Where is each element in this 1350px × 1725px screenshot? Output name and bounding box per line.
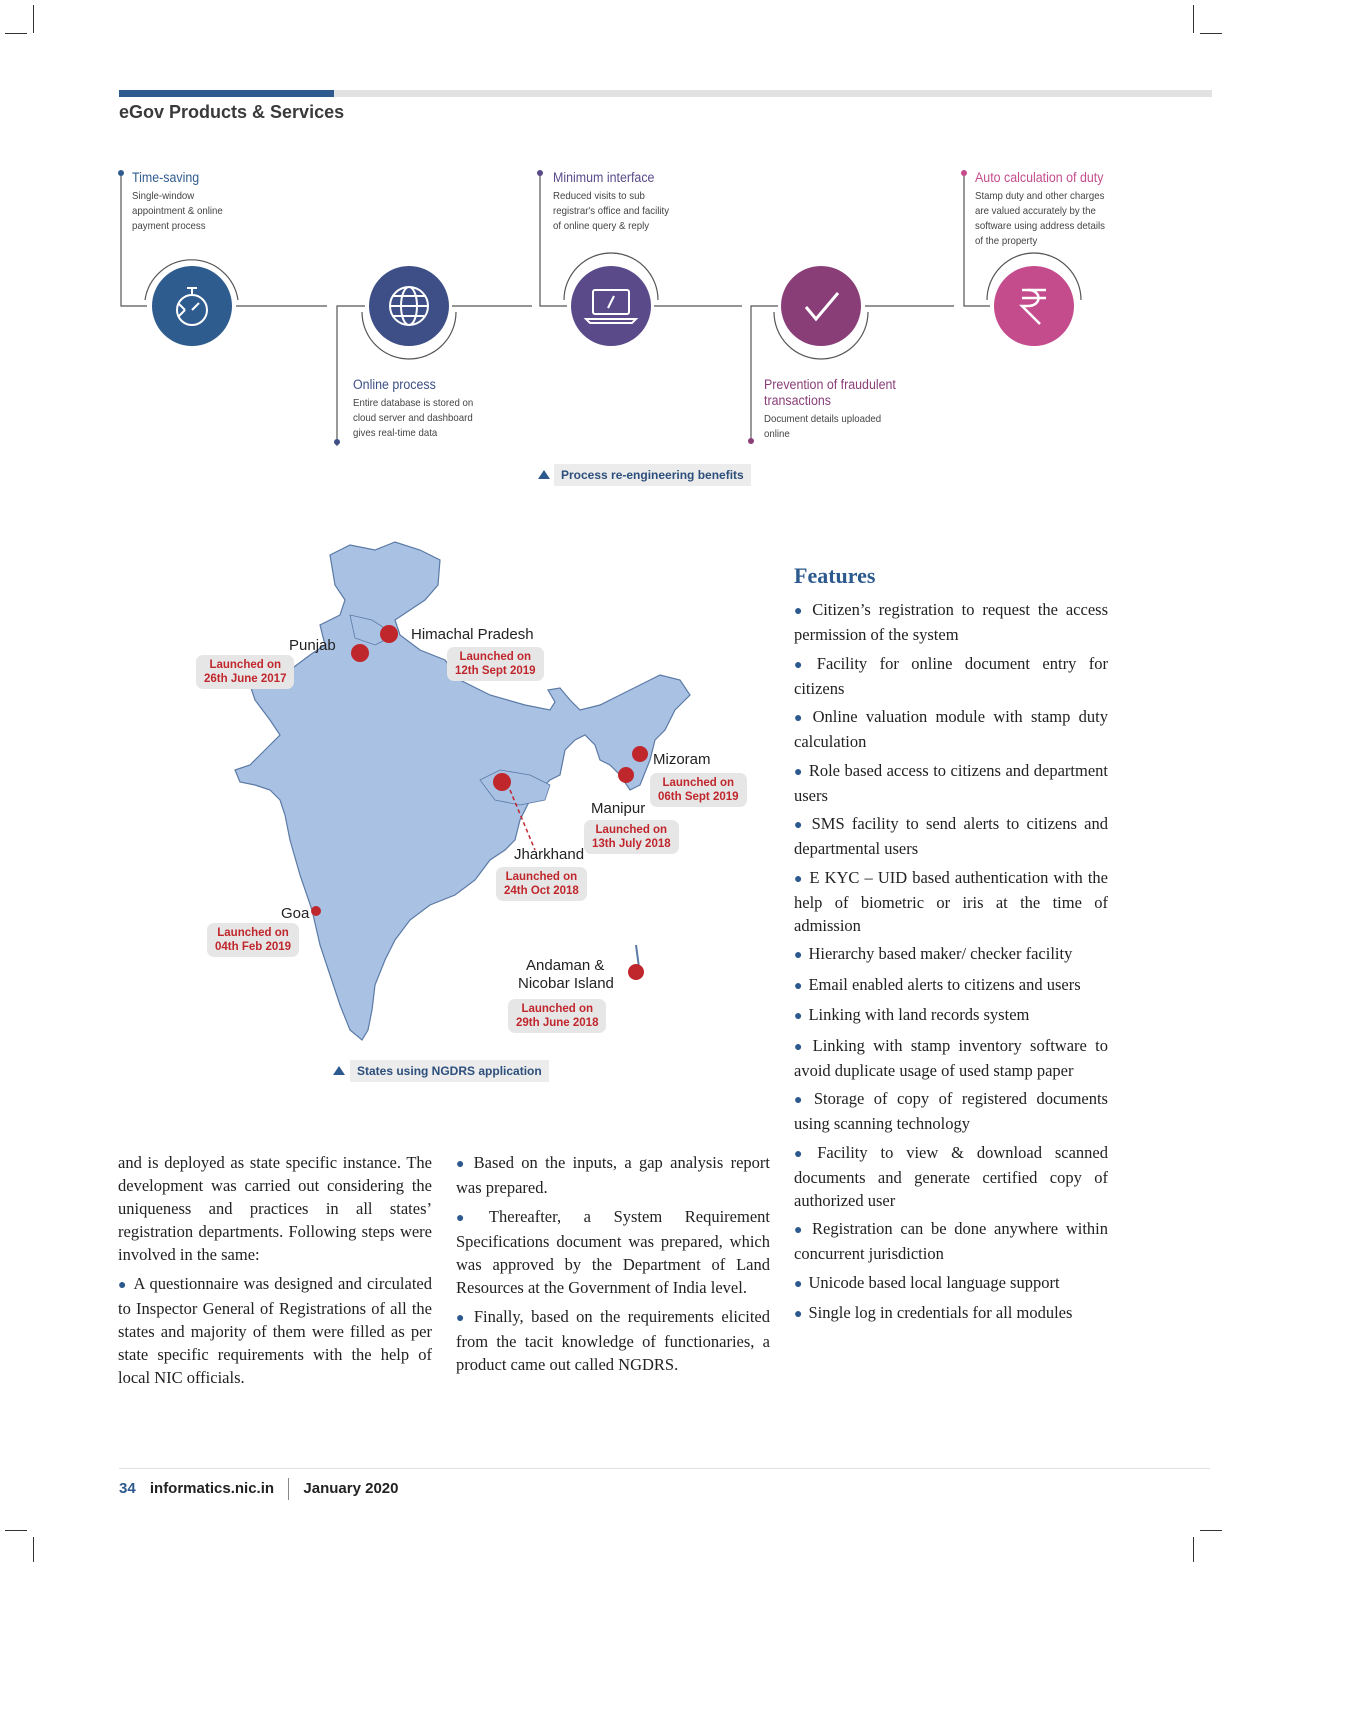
features-heading: Features <box>794 563 876 588</box>
benefit-description: Stamp duty and other charges are valued accurately by the software using address details of the property <box>975 190 1105 247</box>
feature-item: ● Facility to view & download scanned documents and generate certified copy of authorized user <box>794 1142 1108 1210</box>
state-label-goa: Goa <box>281 905 310 922</box>
benefit-title: Time-saving <box>132 170 200 185</box>
feature-item: ● E KYC – UID based authentication with the help of biometric or iris at the time of admission <box>794 867 1108 935</box>
state-label-himachal: Himachal Pradesh <box>411 626 534 643</box>
figure-caption-map: States using NGDRS application <box>350 1060 549 1082</box>
body-bullet: ● Finally, based on the requirements elicited from the tacit knowledge of functionaries, a product came out called NGDRS. <box>456 1307 770 1374</box>
laptop-icon <box>571 266 651 346</box>
feature-item: ● Storage of copy of registered documents using scanning technology <box>794 1089 1108 1133</box>
benefit-online-process <box>353 377 484 441</box>
crop-mark <box>1193 1537 1194 1562</box>
page-number: 34 <box>119 1479 136 1497</box>
benefit-prevention-fraud <box>764 377 907 442</box>
benefit-minimum-interface <box>553 170 679 234</box>
state-label-andaman-line2: Nicobar Island <box>518 975 614 992</box>
body-column-2 <box>456 1151 770 1382</box>
benefit-description: Document details uploaded online <box>764 413 882 440</box>
rupee-icon <box>994 266 1074 346</box>
benefit-description: Single-window appointment & online payment process <box>132 190 223 232</box>
benefit-description: Reduced visits to sub registrar's office and facility of online query & reply <box>553 190 670 232</box>
body-bullet: ● Based on the inputs, a gap analysis report was prepared. <box>456 1153 770 1197</box>
state-label-mizoram: Mizoram <box>653 751 711 768</box>
body-bullet: ● Thereafter, a System Requirement Specifications document was prepared, which was approved by the Department of Land Resources at the Government of India level. <box>456 1207 770 1297</box>
caption-triangle-icon <box>538 470 550 479</box>
figure-caption-benefits: Process re-engineering benefits <box>554 464 751 486</box>
feature-item: ● SMS facility to send alerts to citizens and departmental users <box>794 814 1108 858</box>
crop-mark <box>33 1537 34 1562</box>
globe-icon <box>369 266 449 346</box>
checkmark-icon <box>781 266 861 346</box>
benefit-title: Minimum interface <box>553 170 655 185</box>
footer-divider <box>288 1478 289 1500</box>
stopwatch-icon <box>152 266 232 346</box>
body-paragraph: and is deployed as state specific instance. The development was carried out considering the uniqueness and practices in all states’ registration departments. Following steps were involved in the same: <box>118 1153 432 1264</box>
section-title: eGov Products & Services <box>119 102 345 122</box>
feature-item: ● Registration can be done anywhere within concurrent jurisdiction <box>794 1219 1108 1263</box>
feature-item: ● Citizen’s registration to request the access permission of the system <box>794 600 1108 644</box>
launch-badge-andaman: Launched on 29th June 2018 <box>508 999 606 1033</box>
feature-item: ● Online valuation module with stamp duty calculation <box>794 707 1108 751</box>
benefits-connector-lines <box>0 0 1227 500</box>
benefit-time-saving <box>132 170 231 234</box>
feature-item: ● Single log in credentials for all modules <box>794 1303 1073 1322</box>
page-footer <box>119 1478 398 1500</box>
caption-triangle-icon <box>333 1066 345 1075</box>
launch-badge-manipur: Launched on 13th July 2018 <box>584 820 679 854</box>
benefit-title: Auto calculation of duty <box>975 170 1104 185</box>
state-label-punjab: Punjab <box>289 637 336 654</box>
body-column-1 <box>118 1151 432 1395</box>
footer-date: January 2020 <box>303 1479 399 1497</box>
footer-site: informatics.nic.in <box>149 1479 275 1497</box>
benefit-description: Entire database is stored on cloud server and dashboard gives real-time data <box>353 397 474 439</box>
feature-item: ● Linking with stamp inventory software to avoid duplicate usage of used stamp paper <box>794 1035 1108 1080</box>
feature-item: ● Email enabled alerts to citizens and users <box>794 974 1081 994</box>
launch-badge-punjab: Launched on 26th June 2017 <box>196 655 294 689</box>
crop-mark <box>1200 1530 1222 1531</box>
crop-mark <box>5 1530 27 1531</box>
launch-badge-mizoram: Launched on 06th Sept 2019 <box>650 773 747 807</box>
benefit-title: Prevention of fraudulent <box>764 377 896 392</box>
launch-badge-himachal: Launched on 12th Sept 2019 <box>447 647 544 681</box>
features-list <box>794 598 1108 1332</box>
benefit-title: Online process <box>353 377 436 392</box>
footer-rule <box>119 1468 1210 1469</box>
launch-badge-goa: Launched on 04th Feb 2019 <box>207 923 299 957</box>
feature-item: ● Linking with land records system <box>794 1005 1030 1024</box>
feature-item: ● Facility for online document entry for citizens <box>794 653 1108 698</box>
state-label-jharkhand: Jharkhand <box>514 846 585 863</box>
feature-item: ● Hierarchy based maker/ checker facility <box>794 944 1073 963</box>
state-label-andaman: Andaman & <box>526 957 605 974</box>
benefit-auto-calculation <box>975 170 1116 249</box>
state-label-manipur: Manipur <box>591 800 646 817</box>
benefit-title-line2: transactions <box>764 393 831 408</box>
launch-badge-jharkhand: Launched on 24th Oct 2018 <box>496 867 587 901</box>
body-bullet: ● A questionnaire was designed and circulated to Inspector General of Registrations of all the states and majority of them were filled as per state specific requirements with the help of local NIC officials. <box>118 1274 432 1387</box>
feature-item: ● Unicode based local language support <box>794 1272 1060 1292</box>
feature-item: ● Role based access to citizens and department users <box>794 760 1108 805</box>
